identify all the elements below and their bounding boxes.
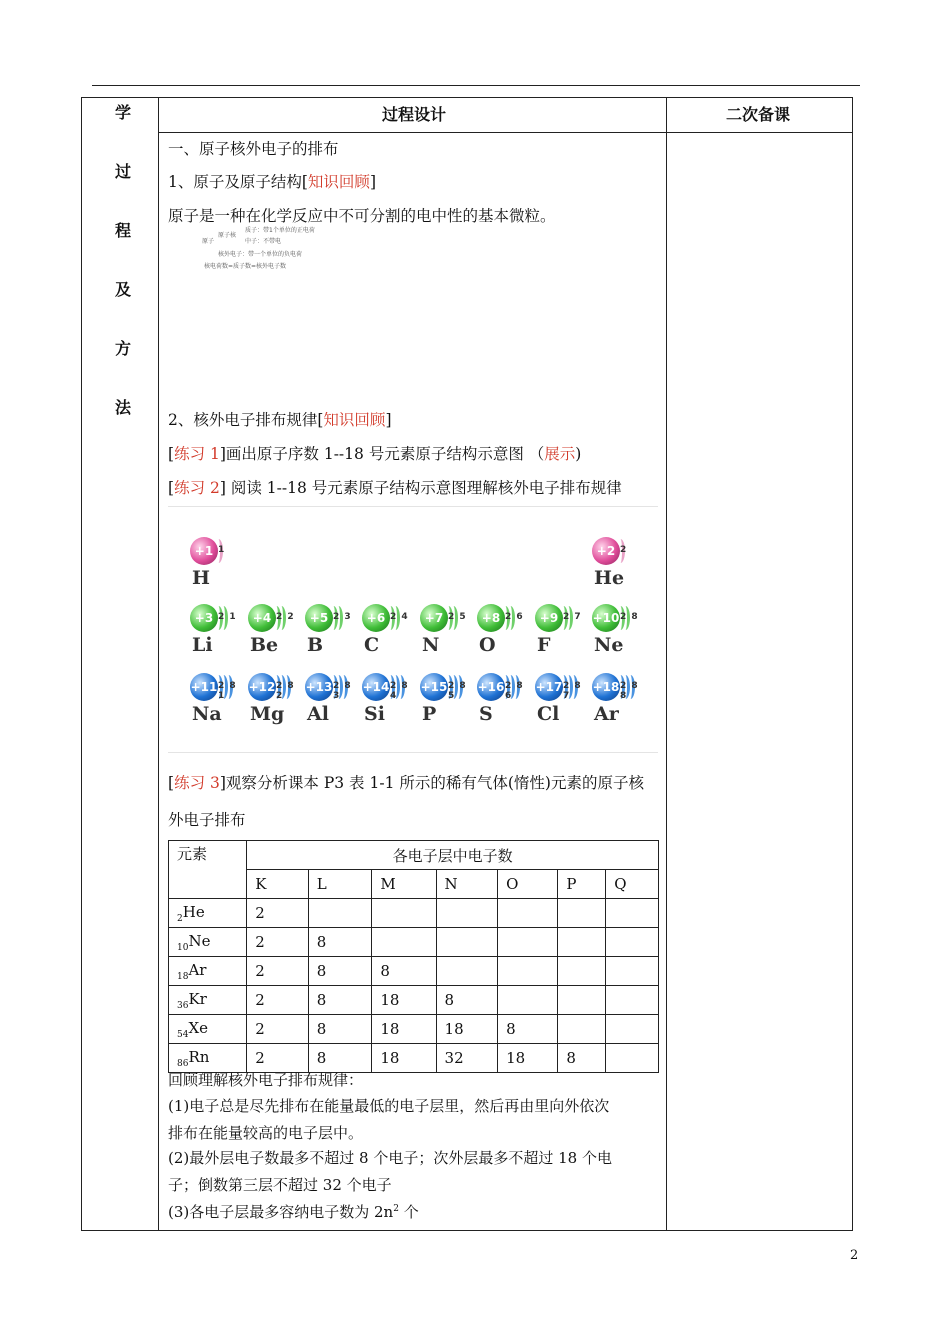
side-title-char: 过 xyxy=(114,162,131,181)
element-symbol: S xyxy=(479,703,493,725)
electron-count-cell: 2 xyxy=(247,1015,308,1044)
element-symbol: C xyxy=(364,634,380,656)
side-title-char: 法 xyxy=(114,398,131,417)
electron-count-cell: 2 xyxy=(247,928,308,957)
element-symbol: Si xyxy=(364,703,385,725)
electron-count-cell xyxy=(436,899,498,928)
atomic-structure-chart xyxy=(168,506,658,753)
col-element-header: 元素 xyxy=(169,841,247,899)
shell-header: M xyxy=(372,870,436,899)
header-divider xyxy=(158,132,852,133)
electron-count-cell: 18 xyxy=(372,1044,436,1073)
atom-al xyxy=(305,673,353,729)
atom-p xyxy=(420,673,468,729)
atom-b xyxy=(305,604,353,660)
electron-config: 2 1 xyxy=(218,612,237,622)
shell-header: Q xyxy=(606,870,659,899)
element-symbol: Al xyxy=(307,703,329,725)
atom-mg xyxy=(248,673,296,729)
electron-config: 2 4 xyxy=(390,612,409,622)
electron-count-cell xyxy=(606,957,659,986)
rule-3: (3)各电子层最多容纳电子数为 $2n^2$ 个 xyxy=(168,1203,419,1221)
element-symbol: Cl xyxy=(537,703,560,725)
electron-config: 2 8 6 xyxy=(505,681,524,701)
atom-s xyxy=(477,673,525,729)
electron-count-cell xyxy=(558,899,606,928)
noble-gas-table xyxy=(168,840,659,1073)
electron-config: 2 8 1 xyxy=(218,681,237,701)
electron-count-cell: 8 xyxy=(308,1015,372,1044)
element-symbol: Na xyxy=(192,703,222,725)
electron-count-cell xyxy=(436,957,498,986)
element-cell: $_{36}$Kr xyxy=(169,986,247,1015)
electron-config: 1 xyxy=(218,545,226,555)
col-process-header: 过程设计 xyxy=(382,105,447,124)
atom-ar xyxy=(592,673,640,729)
electron-config: 2 8 4 xyxy=(390,681,409,701)
electron-count-cell: 8 xyxy=(498,1015,558,1044)
element-symbol: Be xyxy=(250,634,279,656)
electron-count-cell: 2 xyxy=(247,1044,308,1073)
exercise-3-cont: 外电子排布 xyxy=(168,811,246,829)
electron-config: 2 7 xyxy=(563,612,582,622)
electron-count-cell: 18 xyxy=(372,1015,436,1044)
element-symbol: H xyxy=(192,567,210,589)
element-symbol: F xyxy=(537,634,551,656)
element-symbol: Li xyxy=(192,634,213,656)
atom-f xyxy=(535,604,583,660)
electron-count-cell: 18 xyxy=(498,1044,558,1073)
atom-ne xyxy=(592,604,640,660)
shell-header: L xyxy=(308,870,372,899)
column-divider xyxy=(666,98,667,1230)
item-2: 2、核外电子排布规律[知识回顾] xyxy=(168,411,392,429)
electron-count-cell xyxy=(606,928,659,957)
col-second-header: 二次备课 xyxy=(726,105,791,124)
atom-o xyxy=(477,604,525,660)
atom-na xyxy=(190,673,238,729)
element-symbol: P xyxy=(422,703,437,725)
electron-count-cell xyxy=(558,928,606,957)
section-heading: 一、原子核外电子的排布 xyxy=(168,140,339,158)
review-title: 回顾理解核外电子排布规律： xyxy=(168,1071,364,1089)
shell-header: N xyxy=(436,870,498,899)
electron-count-cell: 2 xyxy=(247,899,308,928)
electron-count-cell: 8 xyxy=(308,1044,372,1073)
nucleus-charge: +5 xyxy=(305,604,333,632)
electron-count-cell xyxy=(372,928,436,957)
electron-config: 2 6 xyxy=(505,612,524,622)
electron-count-cell: 18 xyxy=(436,1015,498,1044)
atom-li xyxy=(190,604,238,660)
element-symbol: N xyxy=(422,634,440,656)
column-divider xyxy=(158,98,159,1230)
page-number: 2 xyxy=(850,1248,859,1263)
atom-n xyxy=(420,604,468,660)
rule-2a: (2)最外层电子数最多不超过 8 个电子；次外层最多不超过 18 个电 xyxy=(168,1149,612,1167)
electron-count-cell: 8 xyxy=(308,986,372,1015)
electron-count-cell xyxy=(606,899,659,928)
electron-config: 2 8 8 xyxy=(620,681,639,701)
side-title-char: 及 xyxy=(114,280,131,299)
electron-config: 2 2 xyxy=(276,612,295,622)
table-row xyxy=(169,957,659,986)
nucleus-charge: +15 xyxy=(420,673,448,701)
electron-config: 2 5 xyxy=(448,612,467,622)
nucleus-charge: +7 xyxy=(420,604,448,632)
electron-config: 2 8 7 xyxy=(563,681,582,701)
electron-count-cell xyxy=(498,986,558,1015)
electron-config: 2 3 xyxy=(333,612,352,622)
electron-count-cell xyxy=(372,899,436,928)
electron-config: 2 8 5 xyxy=(448,681,467,701)
nucleus-charge: +13 xyxy=(305,673,333,701)
side-title-char: 学 xyxy=(114,103,131,122)
table-row xyxy=(169,1015,659,1044)
element-cell: $_{18}$Ar xyxy=(169,957,247,986)
electron-count-cell: 18 xyxy=(372,986,436,1015)
rule-2b: 子；倒数第三层不超过 32 个电子 xyxy=(168,1176,392,1194)
atom-si xyxy=(362,673,410,729)
item-1: 1、原子及原子结构[知识回顾] xyxy=(168,173,376,191)
nucleus-charge: +18 xyxy=(592,673,620,701)
electron-count-cell xyxy=(606,1015,659,1044)
nucleus-charge: +4 xyxy=(248,604,276,632)
electron-config: 2 8 3 xyxy=(333,681,352,701)
electron-count-cell xyxy=(558,1015,606,1044)
exercise-1: [练习 1]画出原子序数 1--18 号元素原子结构示意图 （展示) xyxy=(168,445,582,463)
header-rule xyxy=(92,85,860,86)
shell-header: K xyxy=(247,870,308,899)
electron-config: 2 8 xyxy=(620,612,639,622)
electron-count-cell xyxy=(308,899,372,928)
electron-count-cell xyxy=(436,928,498,957)
shell-header: P xyxy=(558,870,606,899)
nucleus-charge: +3 xyxy=(190,604,218,632)
electron-count-cell: 8 xyxy=(308,928,372,957)
element-symbol: Ar xyxy=(594,703,619,725)
electron-count-cell: 2 xyxy=(247,957,308,986)
nucleus-charge: +1 xyxy=(190,537,218,565)
table-row xyxy=(169,928,659,957)
electron-count-cell xyxy=(498,957,558,986)
electron-config: 2 8 2 xyxy=(276,681,295,701)
element-cell: $_{54}$Xe xyxy=(169,1015,247,1044)
electron-count-cell: 2 xyxy=(247,986,308,1015)
rule-1a: (1)电子总是尽先排布在能量最低的电子层里，然后再由里向外依次 xyxy=(168,1097,610,1115)
electron-count-cell xyxy=(558,957,606,986)
atom-c xyxy=(362,604,410,660)
element-symbol: Ne xyxy=(594,634,624,656)
electron-count-cell xyxy=(606,986,659,1015)
electron-count-cell: 8 xyxy=(372,957,436,986)
element-cell: $_{10}$Ne xyxy=(169,928,247,957)
shell-header: O xyxy=(498,870,558,899)
nucleus-charge: +14 xyxy=(362,673,390,701)
element-symbol: B xyxy=(307,634,324,656)
element-symbol: He xyxy=(594,567,625,589)
nucleus-charge: +17 xyxy=(535,673,563,701)
nucleus-charge: +6 xyxy=(362,604,390,632)
atom-definition: 原子是一种在化学反应中不可分割的电中性的基本微粒。 xyxy=(168,207,556,225)
nucleus-charge: +9 xyxy=(535,604,563,632)
element-cell: $_2$He xyxy=(169,899,247,928)
exercise-2: [练习 2] 阅读 1--18 号元素原子结构示意图理解核外电子排布规律 xyxy=(168,479,622,497)
electron-config: 2 xyxy=(620,545,628,555)
exercise-3: [练习 3]观察分析课本 P3 表 1-1 所示的稀有气体(惰性)元素的原子核 xyxy=(168,774,644,792)
atom-structure-diagram: 质子：带1个单位的正电荷 原子核 原子 中子：不带电 核外电子：带一个单位的负电荷 核电荷数=质子数=核外电子数 xyxy=(202,227,315,270)
element-symbol: Mg xyxy=(250,703,285,725)
electron-count-cell: 8 xyxy=(308,957,372,986)
lesson-table xyxy=(81,97,853,1231)
nucleus-charge: +2 xyxy=(592,537,620,565)
element-cell: $_{86}$Rn xyxy=(169,1044,247,1073)
rule-1b: 排布在能量较高的电子层中。 xyxy=(168,1124,364,1142)
atom-be xyxy=(248,604,296,660)
side-title-char: 方 xyxy=(114,339,131,358)
nucleus-charge: +16 xyxy=(477,673,505,701)
table-row xyxy=(169,899,659,928)
nucleus-charge: +10 xyxy=(592,604,620,632)
electron-count-cell xyxy=(498,899,558,928)
atom-cl xyxy=(535,673,583,729)
side-title-char: 程 xyxy=(114,221,131,240)
electron-count-cell: 8 xyxy=(436,986,498,1015)
atom-he xyxy=(592,537,640,593)
nucleus-charge: +12 xyxy=(248,673,276,701)
electron-count-cell xyxy=(606,1044,659,1073)
electron-count-cell xyxy=(558,986,606,1015)
nucleus-charge: +11 xyxy=(190,673,218,701)
atom-h xyxy=(190,537,238,593)
electron-count-cell: 8 xyxy=(558,1044,606,1073)
col-group-header: 各电子层中电子数 xyxy=(247,841,659,870)
element-symbol: O xyxy=(479,634,496,656)
electron-count-cell xyxy=(498,928,558,957)
nucleus-charge: +8 xyxy=(477,604,505,632)
table-row xyxy=(169,986,659,1015)
electron-count-cell: 32 xyxy=(436,1044,498,1073)
